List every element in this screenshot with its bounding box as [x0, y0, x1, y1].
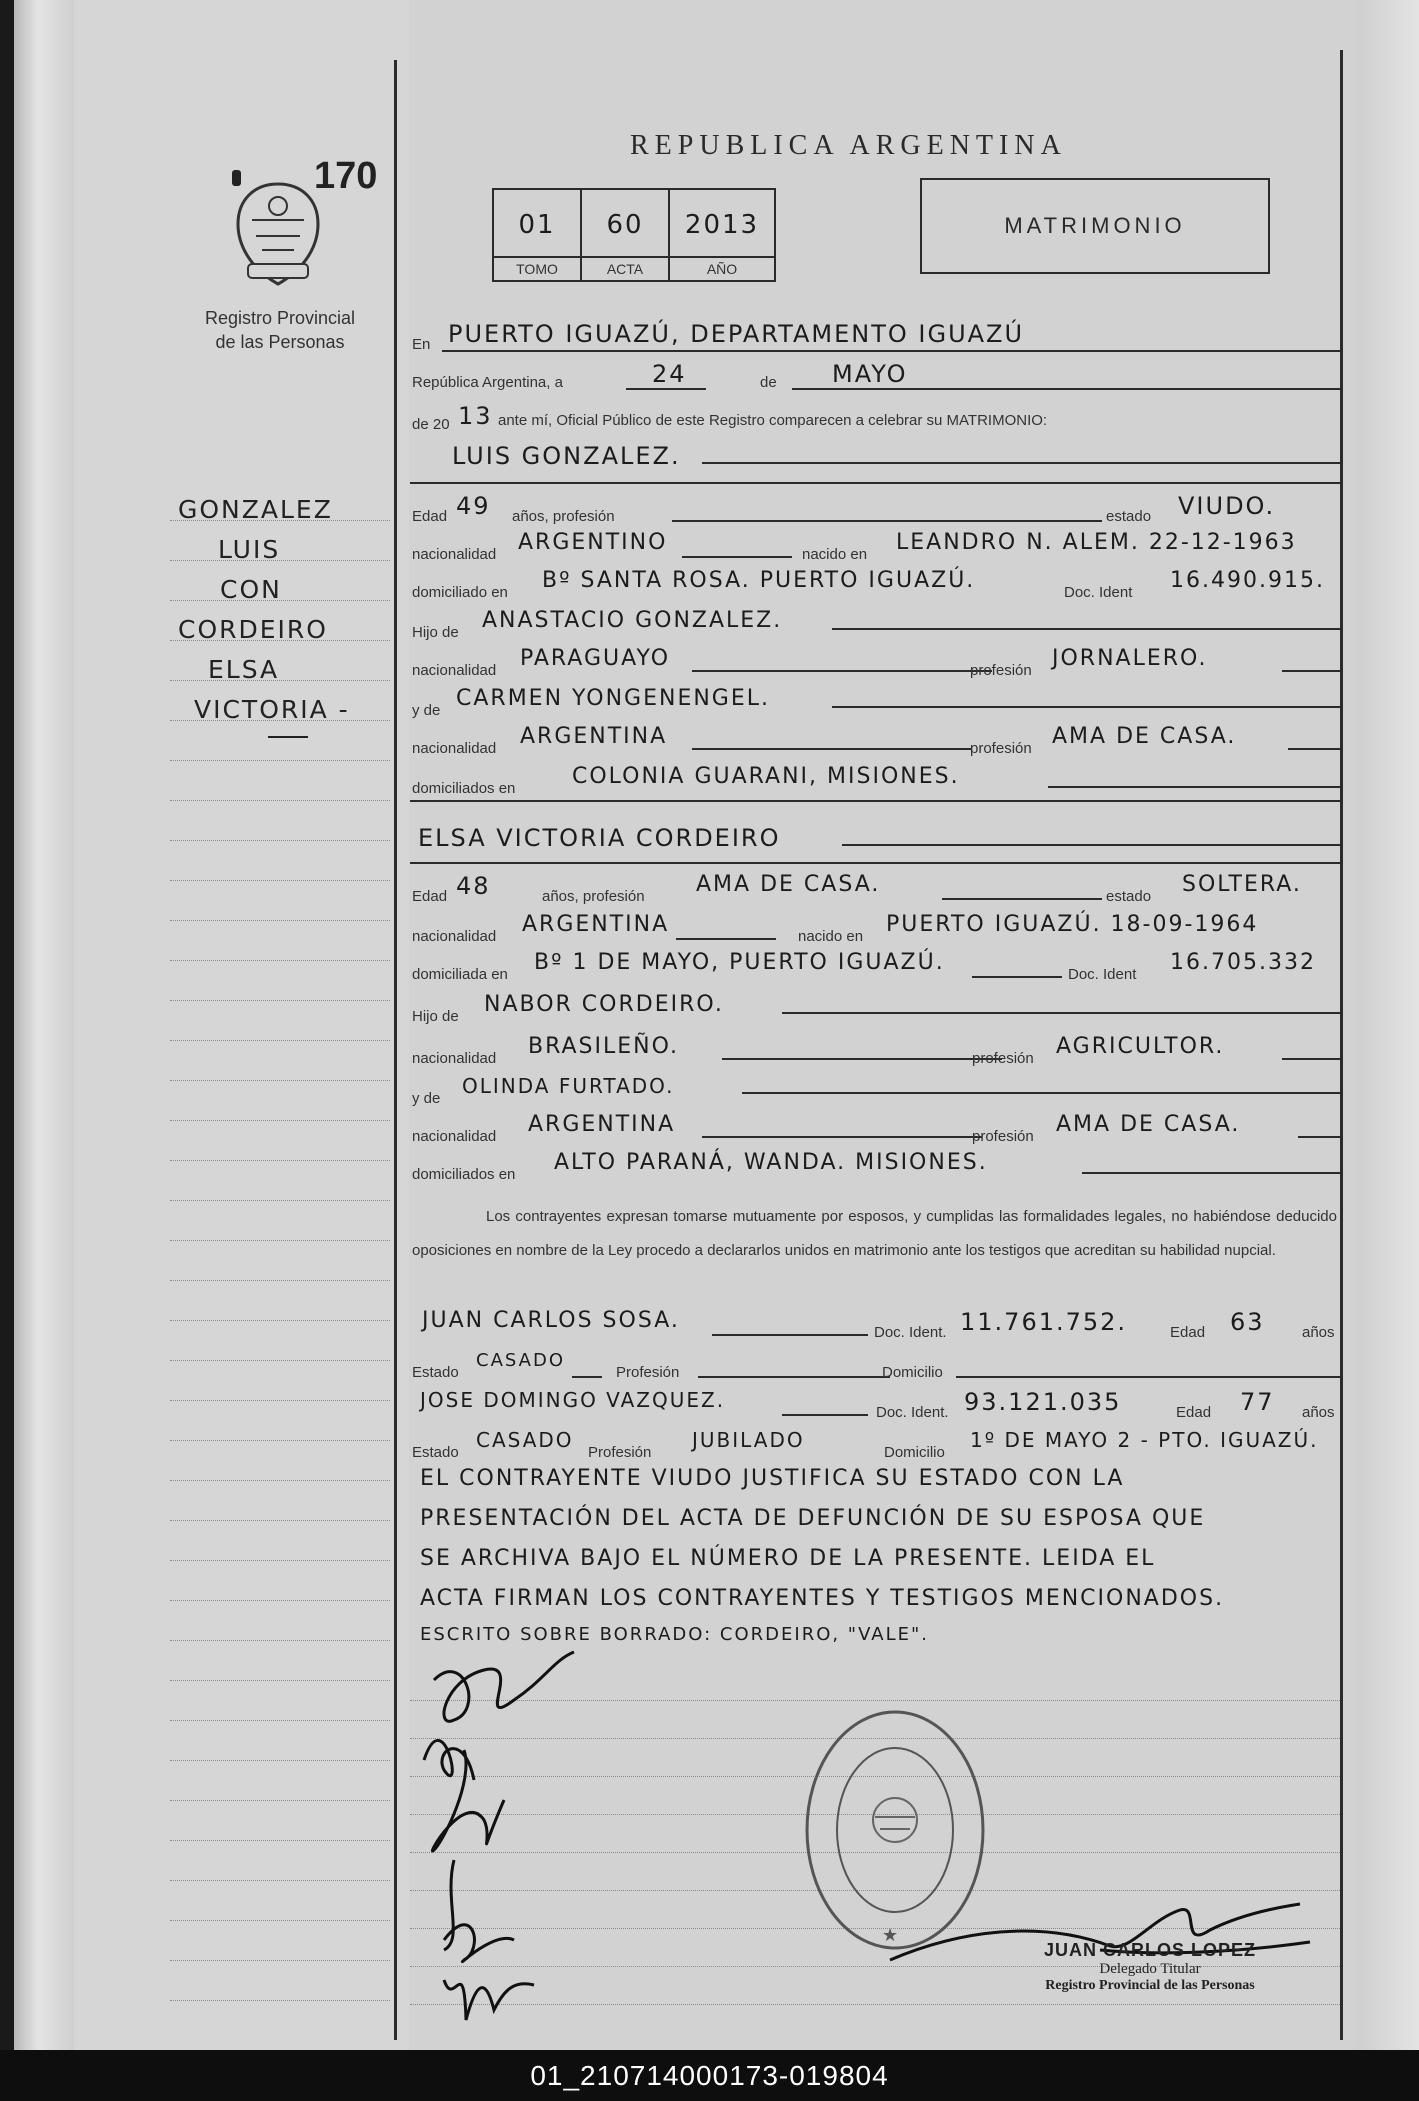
column-divider [394, 60, 397, 2040]
image-id-bar: 01_210714000173-019804 [0, 2050, 1419, 2101]
ruled-line [170, 1480, 390, 1481]
note-line-1: EL CONTRAYENTE VIUDO JUSTIFICA SU ESTADO CON LA [420, 1466, 1125, 1491]
groom-address-line: domiciliado en Bº SANTA ROSA. PUERTO IGUAZÚ. Doc. Ident 16.490.915. [412, 568, 1325, 601]
bride-mother-line: y de OLINDA FURTADO. [412, 1074, 1340, 1108]
bride-parents-address-line: domiciliados en ALTO PARANÁ, WANDA. MISIONES. [412, 1150, 1340, 1184]
page-edge [1357, 0, 1419, 2050]
groom-father-nat-line: nacionalidad PARAGUAYO profesión JORNALERO. [412, 646, 1340, 680]
groom-nationality-line: nacionalidad ARGENTINO nacido en LEANDRO N. ALEM. 22-12-1963 [412, 530, 1297, 563]
witness-1-detail-line: Estado CASADO Profesión Domicilio [412, 1348, 1340, 1382]
note-line-3: SE ARCHIVA BAJO EL NÚMERO DE LA PRESENTE. LEIDA EL [420, 1546, 1156, 1571]
anio-cell: 2013 AÑO [670, 190, 774, 280]
ruled-line [170, 1360, 390, 1361]
ruled-line [170, 1600, 390, 1601]
ruled-line [170, 1120, 390, 1121]
note-line-2: PRESENTACIÓN DEL ACTA DE DEFUNCIÓN DE SU ESPOSA QUE [420, 1506, 1206, 1531]
ruled-line [170, 1520, 390, 1521]
margin-annotation: GONZALEZ LUIS CON CORDEIRO ELSA VICTORIA - [178, 490, 378, 738]
ruled-line [170, 1920, 390, 1921]
registry-name: Registro Provincial de las Personas [204, 308, 356, 352]
acta-cell: 60 ACTA [582, 190, 670, 280]
bride-address-line: domiciliada en Bº 1 DE MAYO, PUERTO IGUAZÚ. Doc. Ident 16.705.332 [412, 950, 1316, 983]
bride-age-line: Edad 48 años, profesión AMA DE CASA. estado SOLTERA. [412, 872, 1302, 905]
ruled-line [170, 1840, 390, 1841]
ruled-line [170, 800, 390, 801]
official-signature-block: JUAN CARLOS LOPEZ Delegado Titular Registro Provincial de las Personas [1043, 1940, 1256, 1993]
country-heading: REPUBLICA ARGENTINA [630, 130, 1067, 161]
ruled-line [170, 2000, 390, 2001]
ruled-line [170, 1800, 390, 1801]
bride-father-nat-line: nacionalidad BRASILEÑO. profesión AGRICULTOR. [412, 1034, 1340, 1068]
ruled-line [170, 960, 390, 961]
ruled-line [170, 1000, 390, 1001]
book-binding [14, 0, 74, 2050]
tomo-cell: 01 TOMO [494, 190, 582, 280]
groom-name-line: LUIS GONZALEZ. [412, 440, 1340, 474]
ruled-line [170, 1320, 390, 1321]
ruled-line [170, 1760, 390, 1761]
witness-2-detail-line: Estado CASADO Profesión JUBILADO Domicilio 1º DE MAYO 2 - PTO. IGUAZÚ. [412, 1428, 1319, 1461]
ruled-line [170, 1040, 390, 1041]
witness-1-line: JUAN CARLOS SOSA. Doc. Ident. 11.761.752. Edad 63 años [422, 1308, 1335, 1341]
bride-father-line: Hijo de NABOR CORDEIRO. [412, 992, 1340, 1026]
right-border [1340, 50, 1343, 2040]
ruled-line [170, 1560, 390, 1561]
groom-mother-line: y de CARMEN YONGENENGEL. [412, 686, 1340, 720]
ruled-line [170, 840, 390, 841]
intro-date-line: República Argentina, a 24 de MAYO [412, 360, 1340, 394]
misiones-seal-icon [232, 180, 324, 288]
intro-statement-line: de 20 13 ante mí, Oficial Público de este Registro comparecen a celebrar su MATRIMONIO: [412, 402, 1048, 433]
ruled-line [170, 1280, 390, 1281]
ruled-line [170, 920, 390, 921]
intro-place-line: En PUERTO IGUAZÚ, DEPARTAMENTO IGUAZÚ [412, 318, 1340, 352]
ruled-line [170, 880, 390, 881]
bride-mother-nat-line: nacionalidad ARGENTINA profesión AMA DE CASA. [412, 1112, 1340, 1146]
ruled-line [170, 1680, 390, 1681]
ruled-line [170, 1160, 390, 1161]
ruled-line [170, 1080, 390, 1081]
ruled-line [170, 1960, 390, 1961]
ruled-line [170, 1880, 390, 1881]
groom-parents-address-line: domiciliados en COLONIA GUARANI, MISIONES. [412, 764, 1340, 798]
note-line-5: ESCRITO SOBRE BORRADO: CORDEIRO, "VALE". [420, 1624, 929, 1645]
ruled-line [170, 1720, 390, 1721]
act-type-box: MATRIMONIO [920, 178, 1270, 274]
ruled-line [170, 1440, 390, 1441]
groom-age-line: Edad 49 años, profesión estado VIUDO. [412, 492, 1276, 525]
ruled-line [170, 1640, 390, 1641]
signatures-image [404, 1640, 594, 2030]
ruled-line [170, 1200, 390, 1201]
margin-dash [268, 736, 308, 738]
legal-declaration: Los contrayentes expresan tomarse mutuamente por esposos, y cumplidas las formalidades legales, no habiéndose deducido oposiciones en nombre de la Ley procedo a declararlos unidos en matrimonio ante los testigos que acreditan su habilidad nupcial. [412, 1208, 1337, 1259]
page-number: 170 [314, 155, 378, 197]
witness-2-line: JOSE DOMINGO VAZQUEZ. Doc. Ident. 93.121.035 Edad 77 años [420, 1388, 1335, 1421]
ruled-line [170, 760, 390, 761]
note-line-4: ACTA FIRMAN LOS CONTRAYENTES Y TESTIGOS MENCIONADOS. [420, 1586, 1225, 1611]
groom-mother-nat-line: nacionalidad ARGENTINA profesión AMA DE CASA. [412, 724, 1340, 758]
act-number-box [492, 188, 776, 282]
ruled-line [170, 1400, 390, 1401]
bride-nationality-line: nacionalidad ARGENTINA nacido en PUERTO IGUAZÚ. 18-09-1964 [412, 912, 1259, 945]
ruled-line [170, 1240, 390, 1241]
svg-text:★: ★ [882, 1925, 899, 1945]
bride-name-line: ELSA VICTORIA CORDEIRO [412, 822, 1340, 856]
groom-father-line: Hijo de ANASTACIO GONZALEZ. [412, 608, 1340, 642]
